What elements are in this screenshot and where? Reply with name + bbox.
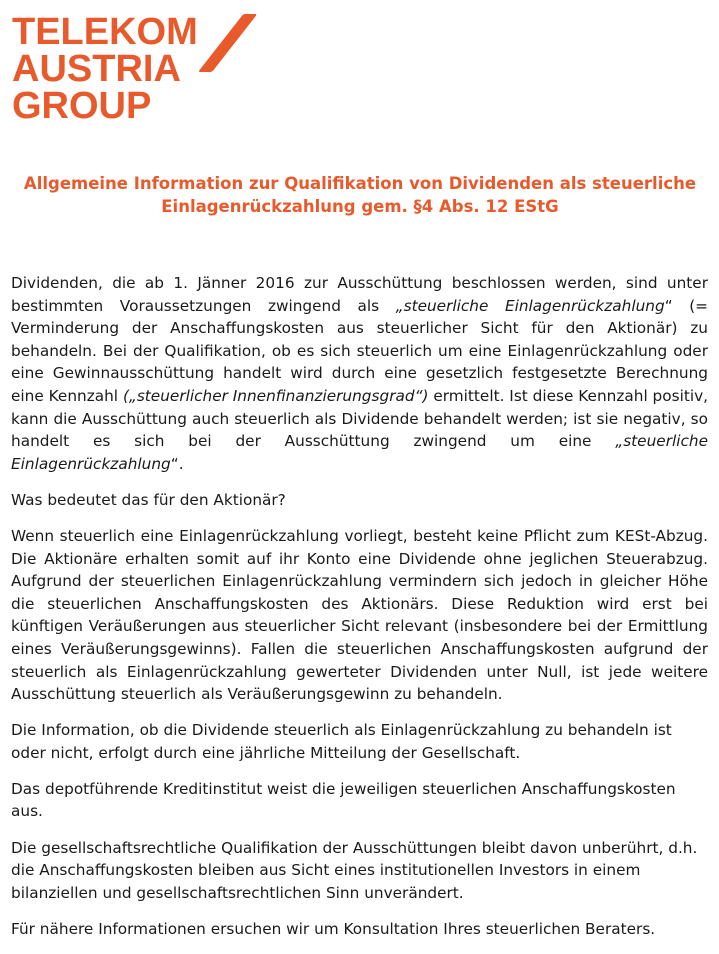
intro-text-3: ermittelt. Ist diese Kennzahl positiv, kann die Ausschüttung auch steuerlich als Dividende behandelt werden; ist sie negativ, so handelt es sich bei der Ausschüttung zwingend um eine [11,386,709,451]
paragraph-contact-advisor: Für nähere Informationen ersuchen wir um Konsultation Ihres steuerlichen Beraters. [11,919,656,938]
title-line-1: Allgemeine Information zur Qualifikation von Dividenden als steuerliche [23,174,697,193]
paragraph-custodian: Das depotführende Kreditinstitut weist die jeweiligen steuerlichen Anschaffungskosten aus. [11,779,676,821]
paragraph-intro [11,272,708,475]
intro-emphasis-3: „steuerliche Einlagenrückzahlung [11,432,708,473]
company-logo [12,11,242,134]
logo-line-group: GROUP [12,85,152,127]
intro-text-2: “ (= Verminderung der Anschaffungskosten aus steuerlicher Sicht für den Aktionär) zu behandeln. Bei der Qualifikation, ob es sich steuerlich um eine Einlagenrückzahlung oder eine Gewinnausschüttung handelt wird durch eine gesetzlich festgesetzte Berechnung eine Kennzahl [11,296,708,405]
logo-line-austria: AUSTRIA [12,48,181,90]
intro-emphasis-1: „steuerliche Einlagenrückzahlung [395,296,665,315]
paragraph-explanation: Wenn steuerlich eine Einlagenrückzahlung vorliegt, besteht keine Pflicht zum KESt-Abzug. Die Aktionäre erhalten somit auf ihr Konto eine Dividende ohne jeglichen Steuerabzug. Aufgrund der steuerlichen Einlagenrückzahlung vermindern sich jedoch in gleicher Höhe die steuerlichen Anschaffungskosten des Aktionärs. Diese Reduktion wird erst bei künftigen Veräußerungen aus steuerlicher Sicht relevant (insbesondere bei der Ermittlung eines Veräußerungsgewinns). Fallen die steuerlichen Anschaffungskosten aufgrund der steuerlich als Einlagenrückzahlung gewerteter Dividenden unter Null, ist jede weitere Ausschüttung steuerlich als Veräußerungsgewinn zu behandeln. [11,526,708,704]
paragraph-corporate-law: Die gesellschaftsrechtliche Qualifikation der Ausschüttungen bleibt davon unberührt, d.h. die Anschaffungskosten bleiben aus Sicht eines institutionellen Investors in einem bilanziellen und gesellschaftsrechtlichen Sinn unverändert. [11,838,698,902]
document-body [11,272,708,954]
logo-line-telekom: TELEKOM [12,11,198,53]
paragraph-annual-notice: Die Information, ob die Dividende steuerlich als Einlagenrückzahlung zu behandeln ist oder nicht, erfolgt durch eine jährliche Mitteilung der Gesellschaft. [11,721,672,762]
paragraph-question: Was bedeutet das für den Aktionär? [11,490,286,509]
intro-text-1: Dividenden, die ab 1. Jänner 2016 zur Ausschüttung beschlossen werden, sind unter bestimmten Voraussetzungen zwingend als [11,274,708,315]
intro-text-4: “. [170,454,184,473]
intro-emphasis-2: („steuerlicher Innenfinanzierungsgrad“) [122,386,429,405]
title-line-2: Einlagenrückzahlung gem. §4 Abs. 12 EStG [161,197,559,216]
document-title [20,172,700,218]
